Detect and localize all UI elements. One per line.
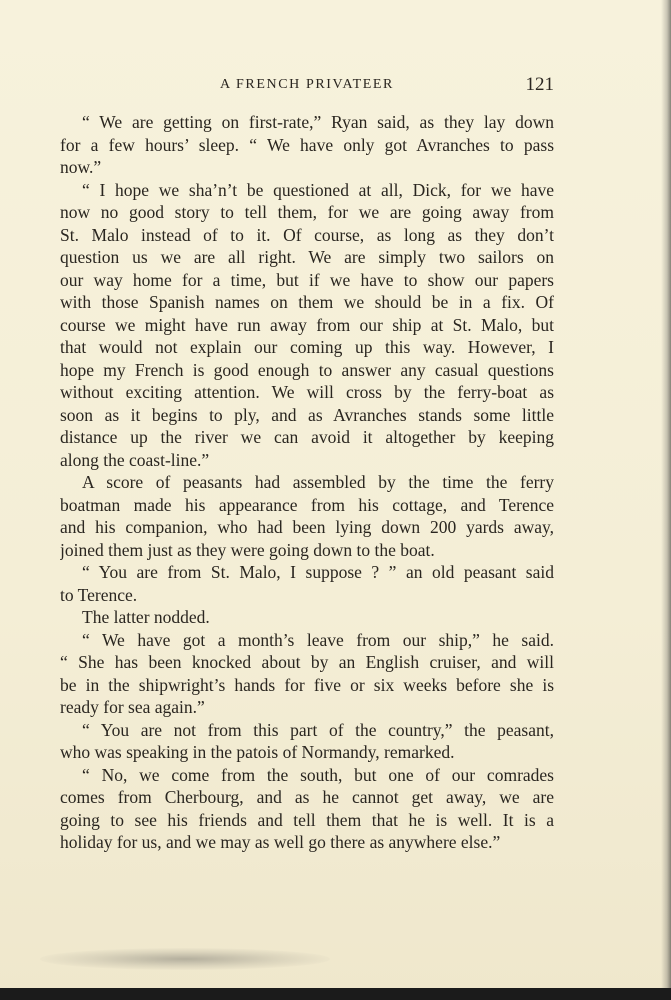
page-edge-shadow [661, 0, 671, 1000]
text-line: “ You are from St. Malo, I suppose ? ” an old peasant said [82, 562, 554, 582]
scan-shadow [40, 948, 330, 970]
page-number: 121 [525, 74, 554, 95]
text-line: “ You are not from this part of the country,” the peasant, [82, 719, 554, 740]
text-line: hope my French is good enough to answer any casual questions [60, 359, 554, 380]
text-line: and his companion, who had been lying down 200 yards away, [60, 517, 554, 537]
text-line: joined them just as they were going down to the boat. [60, 539, 435, 560]
text-line: “ She has been knocked about by an English cruiser, and will [60, 652, 554, 672]
text-line: our way home for a time, but if we have to show our papers [60, 269, 554, 290]
text-line: ready for sea again.” [60, 697, 205, 717]
scan-bottom-border [0, 988, 671, 1000]
text-line: with those Spanish names on them we should be in a fix. Of [60, 292, 554, 312]
text-line: The latter nodded. [82, 607, 210, 627]
text-line: question us we are all right. We are simply two sailors on [60, 247, 554, 267]
text-line: “ No, we come from the south, but one of our comrades [82, 764, 554, 785]
text-line: boatman made his appearance from his cottage, and Terence [60, 494, 554, 515]
text-line: “ We have got a month’s leave from our ship,” he said. [82, 629, 554, 650]
text-line: now.” [60, 157, 102, 177]
text-line: be in the shipwright’s hands for five or six weeks before she is [60, 674, 554, 695]
text-line: to Terence. [60, 584, 138, 605]
text-line: holiday for us, and we may as well go there as anywhere else.” [60, 832, 501, 852]
text-line: soon as it begins to ply, and as Avranches stands some little [60, 404, 554, 425]
text-line: “ I hope we sha’n’t be questioned at all, Dick, for we have [82, 179, 554, 200]
text-line: who was speaking in the patois of Normandy, remarked. [60, 742, 455, 762]
text-line: comes from Cherbourg, and as he cannot get away, we are [60, 787, 554, 807]
text-line: along the coast-line.” [60, 449, 210, 470]
text-line: A score of peasants had assembled by the time the ferry [82, 472, 554, 492]
text-line: that would not explain our coming up this way. However, I [60, 337, 554, 357]
text-line: without exciting attention. We will cross by the ferry-boat as [60, 382, 554, 402]
body-text [60, 111, 554, 854]
text-line: “ We are getting on first-rate,” Ryan said, as they lay down [82, 112, 554, 132]
text-line: now no good story to tell them, for we are going away from [60, 202, 554, 222]
text-line: course we might have run away from our ship at St. Malo, but [60, 314, 554, 335]
running-head [60, 74, 554, 98]
text-line: for a few hours’ sleep. “ We have only got Avranches to pass [60, 134, 554, 155]
text-line: going to see his friends and tell them that he is well. It is a [60, 809, 554, 830]
text-line: distance up the river we can avoid it altogether by keeping [60, 427, 554, 447]
text-line: St. Malo instead of to it. Of course, as long as they don’t [60, 224, 554, 245]
running-title: A FRENCH PRIVATEER [219, 77, 395, 92]
